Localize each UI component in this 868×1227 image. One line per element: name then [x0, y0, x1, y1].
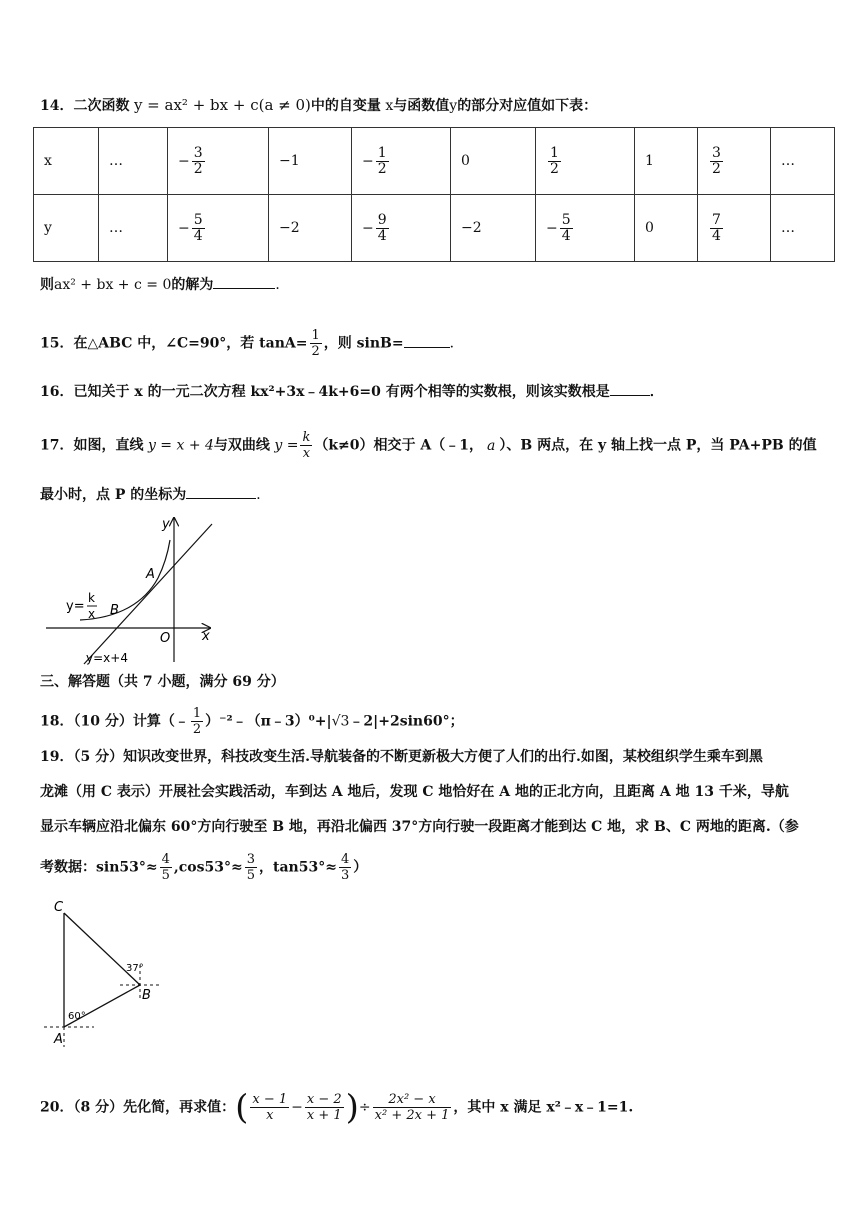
- table-cell: 0: [635, 195, 698, 262]
- cos-fraction: $\frac{3}{5}$: [246, 852, 255, 883]
- q14-value-table: [33, 127, 835, 262]
- q14-number: 14．: [40, 98, 74, 114]
- q18: 18．（10 分）计算（﹣ $\frac{1}{2}$ ）⁻²﹣（π﹣3）⁰+|√3﹣2|+2sin60°；: [40, 706, 464, 737]
- table-cell: −2: [451, 195, 536, 262]
- row-label-y: y: [34, 195, 99, 262]
- segment-bc: [64, 913, 140, 985]
- table-cell: $\frac{1}{2}$: [536, 128, 635, 195]
- q19-line3: 显示车辆应沿北偏东 60°方向行驶至 B 地，再沿北偏西 37°方向行驶一段距离才能到达 C 地，求 B、C 两地的距离.（参: [40, 819, 799, 835]
- table-cell: − $\frac{3}{2}$: [168, 128, 269, 195]
- curve-label: y=: [66, 599, 85, 614]
- q17-line1: 17．如图，直线 y = x + 4与双曲线 y = $\frac{k}{x}$ （k≠0）相交于 A（﹣1， a ）、B 两点，在 y 轴上找一点 P，当 PA+PB 的值: [40, 430, 817, 461]
- table-cell: $\frac{3}{2}$: [698, 128, 771, 195]
- table-cell: − $\frac{1}{2}$: [352, 128, 451, 195]
- q17-hyperbola-fraction: $\frac{k}{x}$: [302, 430, 311, 461]
- point-b-label: B: [110, 603, 119, 618]
- point-a-label: A: [146, 567, 155, 582]
- table-cell: …: [771, 128, 835, 195]
- q14-stem: 14．二次函数 y = ax² + bx + c(a ≠ 0)中的自变量 x与函数值y的部分对应值如下表：: [40, 96, 598, 114]
- table-cell: 0: [451, 128, 536, 195]
- q18-fraction: $\frac{1}{2}$: [192, 706, 202, 737]
- q20-fraction-2: $\frac{x - 2}{x + 1}$: [306, 1092, 342, 1123]
- table-row-y: [34, 195, 835, 262]
- axis-label-x: x: [202, 629, 210, 644]
- q16: 16．已知关于 x 的一元二次方程 kx²+3x﹣4k+6=0 有两个相等的实数根，则该实数根是 ．: [40, 384, 664, 400]
- q17-line2: 最小时，点 P 的坐标为 ．: [40, 487, 271, 503]
- table-cell: − $\frac{5}{4}$: [536, 195, 635, 262]
- table-row-x: [34, 128, 835, 195]
- q19-figure: [40, 895, 170, 1055]
- tan-fraction: $\frac{4}{3}$: [340, 852, 350, 883]
- answer-blank[interactable]: [186, 498, 256, 499]
- axis-label-y: y: [162, 517, 170, 532]
- q19-line4: 考数据：sin53°≈ $\frac{4}{5}$ ,cos53°≈ $\frac{3}{5}$ ，tan53°≈ $\frac{4}{3}$ ）: [40, 852, 368, 883]
- table-cell: − $\frac{5}{4}$: [168, 195, 269, 262]
- row-label-x: x: [34, 128, 99, 195]
- section-title: 三、解答题（共 7 小题，满分 69 分）: [40, 674, 285, 690]
- table-cell: −2: [269, 195, 352, 262]
- q19-line1: 19．（5 分）知识改变世界，科技改变生活.导航装备的不断更新极大方便了人们的出行.如图，某校组织学生乘车到黑: [40, 749, 763, 765]
- table-cell: 1: [635, 128, 698, 195]
- answer-blank[interactable]: [610, 395, 650, 396]
- table-cell: …: [771, 195, 835, 262]
- table-cell: $\frac{7}{4}$: [698, 195, 771, 262]
- origin-label: O: [160, 631, 171, 646]
- angle-b-label: 37°: [126, 963, 144, 974]
- q15: 15．在△ABC 中，∠C=90°，若 tanA= $\frac{1}{2}$ ，则 sinB= ．: [40, 328, 464, 359]
- point-b-label: B: [142, 988, 151, 1003]
- answer-blank[interactable]: [213, 288, 275, 289]
- line-label: y=x+4: [86, 651, 128, 665]
- q14-conclusion: 则ax² + bx + c = 0的解为 ．: [40, 277, 290, 293]
- angle-a-label: 60°: [68, 1011, 86, 1022]
- q20-fraction-3: $\frac{\text{2x² − x}}{\text{x² + 2x + 1}}$: [374, 1092, 450, 1123]
- point-c-label: C: [54, 900, 64, 915]
- q15-fraction: $\frac{1}{2}$: [311, 328, 320, 359]
- q17-figure: [40, 512, 240, 668]
- line-y-x-plus-4: [84, 524, 212, 664]
- sin-fraction: $\frac{4}{5}$: [161, 852, 170, 883]
- q20: 20．（8 分）先化简，再求值：( $\frac{x - 1}{x}$ − $\frac{x - 2}{x + 1}$ )÷ $\frac{\text{2x² − x}}{\text{x² + 2x + 1}}$ ，其中 x 满足 x²﹣x﹣1=1.: [40, 1087, 634, 1128]
- table-cell: − $\frac{9}{4}$: [352, 195, 451, 262]
- q19-line2: 龙滩（用 C 表示）开展社会实践活动，车到达 A 地后，发现 C 地恰好在 A 地的正北方向，且距离 A 地 13 千米，导航: [40, 784, 789, 800]
- q20-fraction-1: $\frac{x - 1}{x}$: [252, 1092, 288, 1123]
- answer-blank[interactable]: [404, 347, 450, 348]
- table-cell: …: [99, 195, 168, 262]
- table-cell: −1: [269, 128, 352, 195]
- table-cell: …: [99, 128, 168, 195]
- sqrt-three: √3: [331, 713, 350, 730]
- q14-function: y = ax² + bx + c(a ≠ 0): [133, 96, 311, 114]
- curve-label-num: k: [88, 591, 95, 605]
- point-a-label: A: [54, 1032, 63, 1047]
- curve-label-den: x: [88, 607, 96, 621]
